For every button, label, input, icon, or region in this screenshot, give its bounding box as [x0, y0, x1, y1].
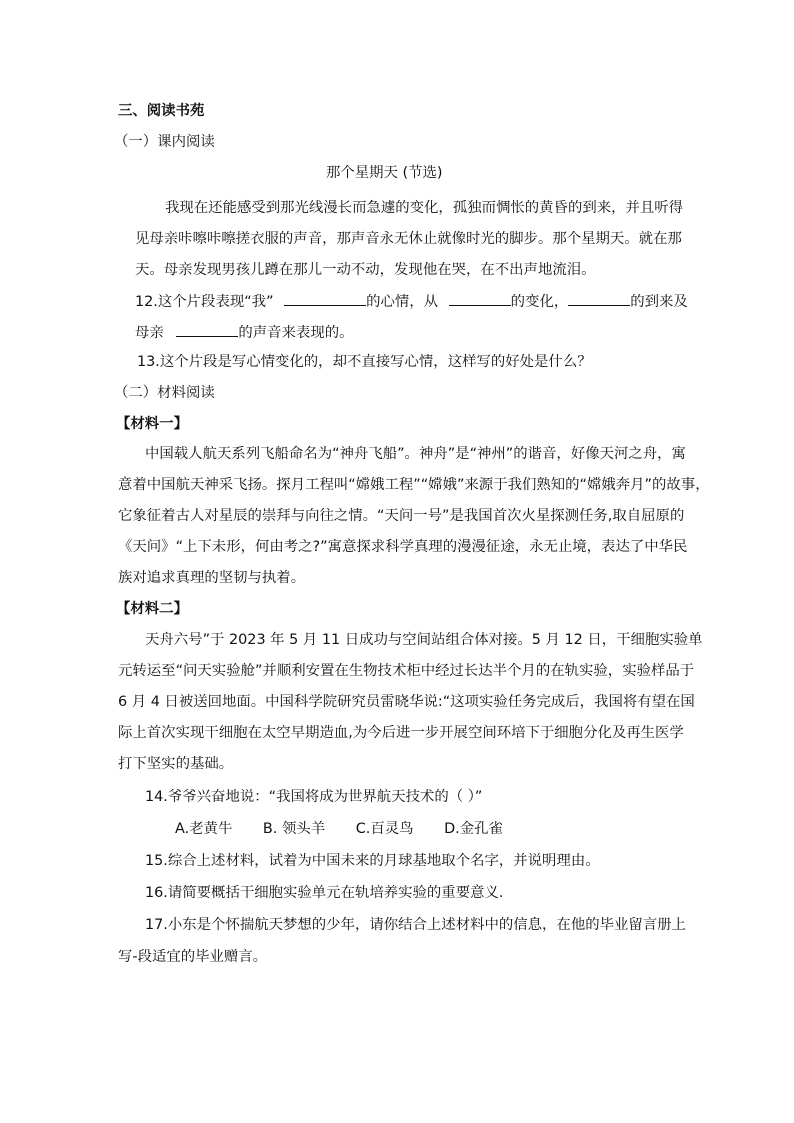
section-title: 三、阅读书苑: [118, 103, 205, 119]
material2-line: 6 月 4 日被送回地面。中国科学院研究员雷晓华说:“这项实验任务完成后，我国将有望在国: [118, 694, 695, 710]
question-13: 13.这个片段是写心情变化的，却不直接写心情，这样写的好处是什么？: [137, 354, 592, 370]
q12-text: 的心情，从: [366, 294, 439, 310]
answer-blank[interactable]: [176, 322, 238, 337]
q12-text: 12.这个片段表现“我”: [135, 294, 274, 310]
q12-text: 的变化，: [510, 294, 569, 310]
material2-line: 打下坚实的基础。: [118, 756, 234, 772]
material2-line: 元转运至“问天实验舱”并顺利安置在生物技术柜中经过长达半个月的在轨实验，实验样品于: [118, 663, 695, 679]
material2-label: 【材料二】: [116, 601, 188, 617]
answer-blank[interactable]: [284, 291, 366, 306]
q12-text: 的到来及: [630, 294, 688, 310]
material2-line: 际上首次实现干细胞在太空早期造血,为今后进一步开展空间环培下于细胞分化及再生医学: [118, 725, 684, 741]
option-b[interactable]: B. 领头羊: [262, 821, 326, 837]
material1-line: 中国载人航天系列飞船命名为“神舟飞船”。神舟”是“神州”的谐音，好像天河之舟，寓: [145, 446, 686, 462]
part1-heading: （一）课内阅读: [114, 134, 215, 150]
passage-line: 见母亲咔嚓咔嚓搓衣服的声音，那声音永无休止就像时光的脚步。那个星期天。就在那: [135, 231, 682, 247]
material1-line: 族对追求真理的坚韧与执着。: [118, 570, 306, 586]
passage-line: 我现在还能感受到那光线漫长而急遽的变化，孤独而惆怅的黄昏的到来，并且听得: [165, 200, 684, 216]
material1-label: 【材料一】: [116, 416, 188, 432]
option-d[interactable]: D.金孔雀: [444, 821, 503, 837]
answer-blank[interactable]: [449, 291, 511, 306]
material2-line: 天舟六号”于 2023 年 5 月 11 日成功与空间站组合体对接。5 月 12 日，干细胞实验单: [145, 632, 703, 648]
part2-heading: （二）材料阅读: [114, 385, 215, 401]
question-15: 15.综合上述材料，试着为中国未来的月球基地取个名字，并说明理由。: [145, 853, 600, 869]
material1-line: 意着中国航天神采飞扬。探月工程叫“嫦娥工程”“嫦娥”来源于我们熟知的“嫦娥奔月”的故事，: [118, 477, 710, 493]
question-14-options: [175, 819, 529, 839]
passage-line: 天。母亲发现男孩儿蹲在那儿一动不动，发现他在哭，在不出声地流泪。: [135, 262, 596, 278]
question-16: 16.请简要概括干细胞实验单元在轨培养实验的重要意义.: [145, 885, 504, 901]
question-12: [135, 291, 688, 312]
material1-line: 它象征着古人对星辰的崇拜与向往之情。“天问一号”是我国首次火星探测任务,取自屈原的: [118, 508, 685, 524]
q12-text: 母亲: [135, 325, 164, 341]
option-a[interactable]: A.老黄牛: [175, 821, 233, 837]
question-17-cont: 写-段适宜的毕业赠言。: [118, 949, 268, 965]
material1-line: 《天问》“上下未形，何由考之?”寓意探求科学真理的漫漫征途，永无止境，表达了中华民: [118, 539, 688, 555]
option-c[interactable]: C.百灵鸟: [355, 821, 414, 837]
question-12-cont: [135, 322, 354, 343]
answer-blank[interactable]: [568, 291, 630, 306]
question-14: 14.爷爷兴奋地说：“我国将成为世界航天技术的（ ）”: [145, 789, 483, 805]
q12-text: 的声音来表现的。: [238, 325, 354, 341]
passage-title: 那个星期天 (节选): [326, 165, 443, 181]
question-17: 17.小东是个怀揣航天梦想的少年，请你结合上述材料中的信息，在他的毕业留言册上: [145, 917, 686, 933]
